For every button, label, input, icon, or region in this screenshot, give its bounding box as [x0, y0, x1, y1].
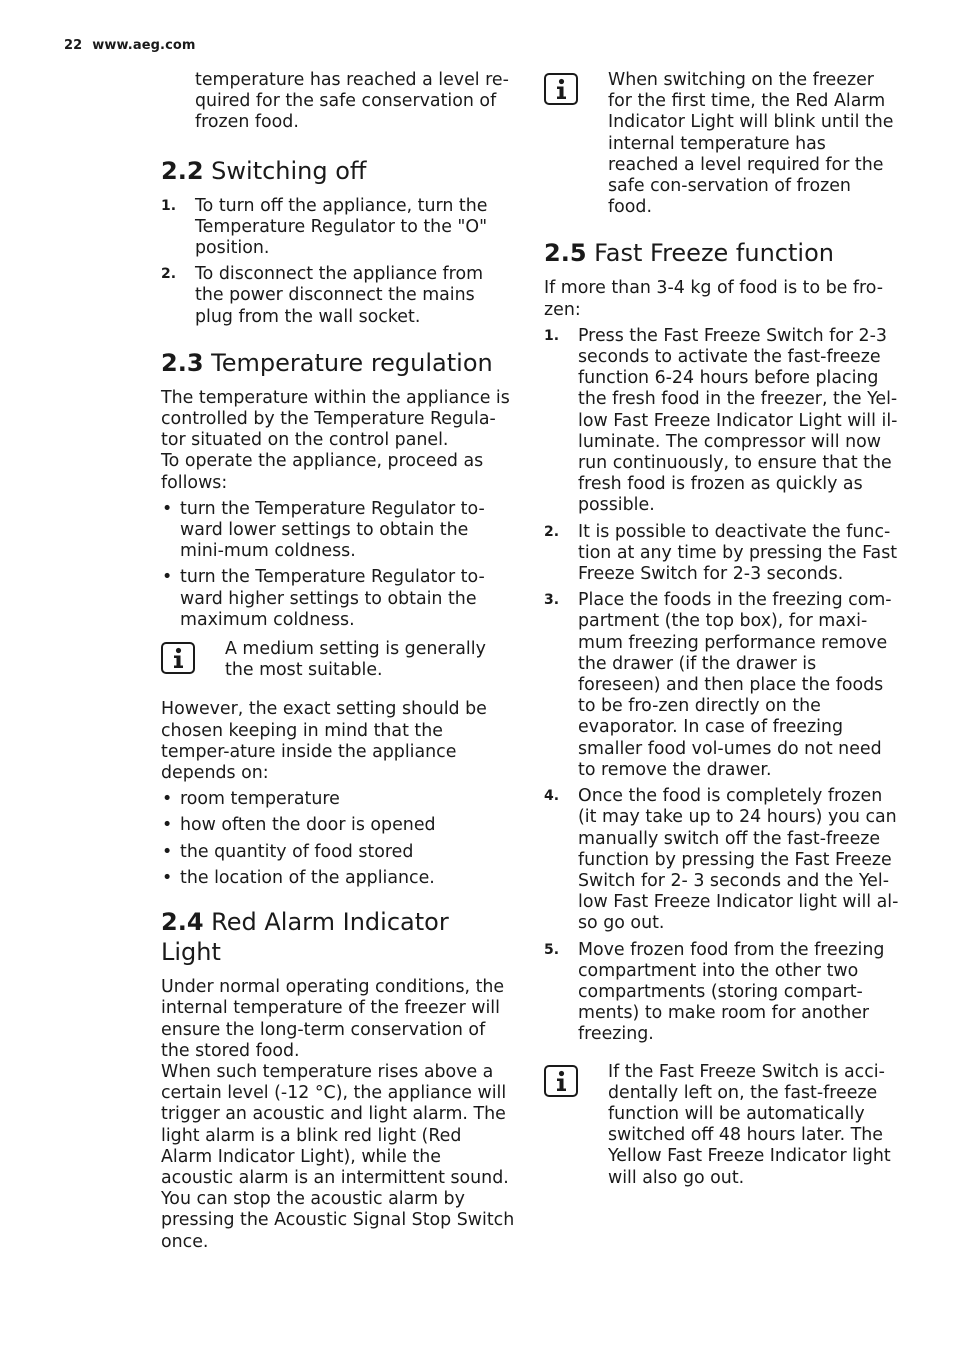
step-text: To disconnect the appliance from the power disconnect the mains plug from the wall socket. — [195, 264, 484, 327]
step-number: 4. — [544, 788, 560, 805]
section-heading-temperature-regulation — [161, 348, 516, 378]
bullet-list — [161, 789, 516, 889]
website-url: www.aeg.com — [92, 38, 196, 53]
page-number: 22 — [64, 38, 83, 53]
info-icon — [544, 73, 578, 105]
list-item: • how often the door is opened — [161, 815, 516, 836]
paragraph: The temperature within the appliance is controlled by the Temperature Regula-tor situated on the control panel. — [161, 387, 510, 451]
note-text: If the Fast Freeze Switch is acci-dentally left on, the fast-freeze function will be automatically switched off 48 hours later. The Yellow Fast Freeze Indicator light will also go out. — [608, 1061, 891, 1188]
list-item: • turn the Temperature Regulator to-ward higher settings to obtain the maximum coldness. — [161, 567, 516, 631]
step-number: 1. — [544, 327, 560, 344]
section-number: 2.2 — [161, 156, 204, 185]
step-number: 5. — [544, 941, 560, 958]
paragraph: When such temperature rises above a certain level (-12 °C), the appliance will trigger an acoustic and light alarm. The light alarm is a blink red light (Red Alarm Indicator Light), while the acoustic alarm is an intermittent sound. — [161, 1061, 509, 1188]
info-note — [544, 70, 899, 218]
note-text: A medium setting is generally the most suitable. — [225, 639, 486, 681]
list-item: • turn the Temperature Regulator to-ward lower settings to obtain the mini-mum coldness. — [161, 499, 516, 563]
page-header — [64, 38, 196, 53]
section-number: 2.5 — [544, 239, 587, 268]
list-item: • the quantity of food stored — [161, 842, 516, 863]
step-number: 2. — [544, 523, 560, 540]
list-item: • the location of the appliance. — [161, 868, 516, 889]
paragraph: If more than 3-4 kg of food is to be fro-zen: — [544, 278, 884, 320]
step-text: To turn off the appliance, turn the Temperature Regulator to the "O" position. — [195, 195, 488, 259]
section-heading-switching-off — [161, 156, 516, 186]
paragraph: Under normal operating conditions, the internal temperature of the freezer will ensure the long-term conservation of the stored food. — [161, 977, 505, 1061]
info-icon — [161, 642, 195, 674]
section-title: Red Alarm Indicator Light — [161, 908, 449, 967]
step-number: 3. — [544, 592, 560, 609]
continued-text: temperature has reached a level re-quired for the safe conservation of frozen food. — [195, 70, 509, 133]
section-heading-fast-freeze — [544, 238, 899, 268]
info-icon — [544, 1065, 578, 1097]
step-text: Press the Fast Freeze Switch for 2-3 seconds to activate the fast-freeze function 6-24 hours before placing the fresh food in the freezer, the Yel-low Fast Freeze Indicator Light will il-luminate. The compressor will now run continuously, to ensure that the fresh food is frozen as quickly as possible. — [578, 325, 898, 516]
left-column — [161, 70, 516, 1253]
right-column — [544, 70, 899, 1189]
section-number: 2.4 — [161, 908, 204, 937]
section-title: Temperature regulation — [211, 348, 493, 377]
step-text: Move frozen food from the freezing compartment into the other two compartments (storing compart-ments) to make room for another freezing. — [578, 939, 885, 1045]
step-text: Place the foods in the freezing com-partment (the top box), for maxi-mum freezing performance remove the drawer (if the drawer is foreseen) and then place the foods to be fro-zen directly on the evaporator. In case of freezing smaller food vol-umes do not need to remove the drawer. — [578, 590, 892, 780]
step-text: It is possible to deactivate the func-tion at any time by pressing the Fast Freeze Switch for 2-3 seconds. — [578, 521, 898, 585]
step-text: Once the food is completely frozen (it may take up to 24 hours) you can manually switch off the fast-freeze function by pressing the Fast Freeze Switch for 2- 3 seconds and the Yel-low Fast Freeze Indicator light will al-so go out. — [578, 786, 899, 934]
fast-freeze-steps — [544, 326, 899, 1046]
switching-off-steps — [161, 196, 516, 328]
list-item — [161, 196, 516, 260]
paragraph: To operate the appliance, proceed as follows: — [161, 451, 484, 493]
step-number: 2. — [161, 266, 177, 283]
section-number: 2.3 — [161, 348, 204, 377]
list-item — [161, 264, 516, 328]
list-item — [544, 786, 899, 934]
list-item — [544, 326, 899, 517]
list-item — [544, 590, 899, 781]
list-item — [544, 940, 899, 1046]
info-note — [544, 1062, 899, 1189]
step-number: 1. — [161, 197, 177, 214]
section-title: Switching off — [211, 156, 367, 185]
bullet-list — [161, 499, 516, 631]
list-item: • room temperature — [161, 789, 516, 810]
note-text: When switching on the freezer for the first time, the Red Alarm Indicator Light will blink until the internal temperature has reached a level required for the safe con-servation of frozen food. — [608, 70, 894, 218]
paragraph: You can stop the acoustic alarm by pressing the Acoustic Signal Stop Switch once. — [161, 1189, 515, 1252]
paragraph: However, the exact setting should be chosen keeping in mind that the temper-ature inside the appliance depends on: — [161, 699, 487, 784]
list-item — [544, 522, 899, 586]
section-title: Fast Freeze function — [594, 239, 834, 268]
info-note — [161, 639, 516, 681]
section-heading-red-alarm — [161, 907, 516, 967]
